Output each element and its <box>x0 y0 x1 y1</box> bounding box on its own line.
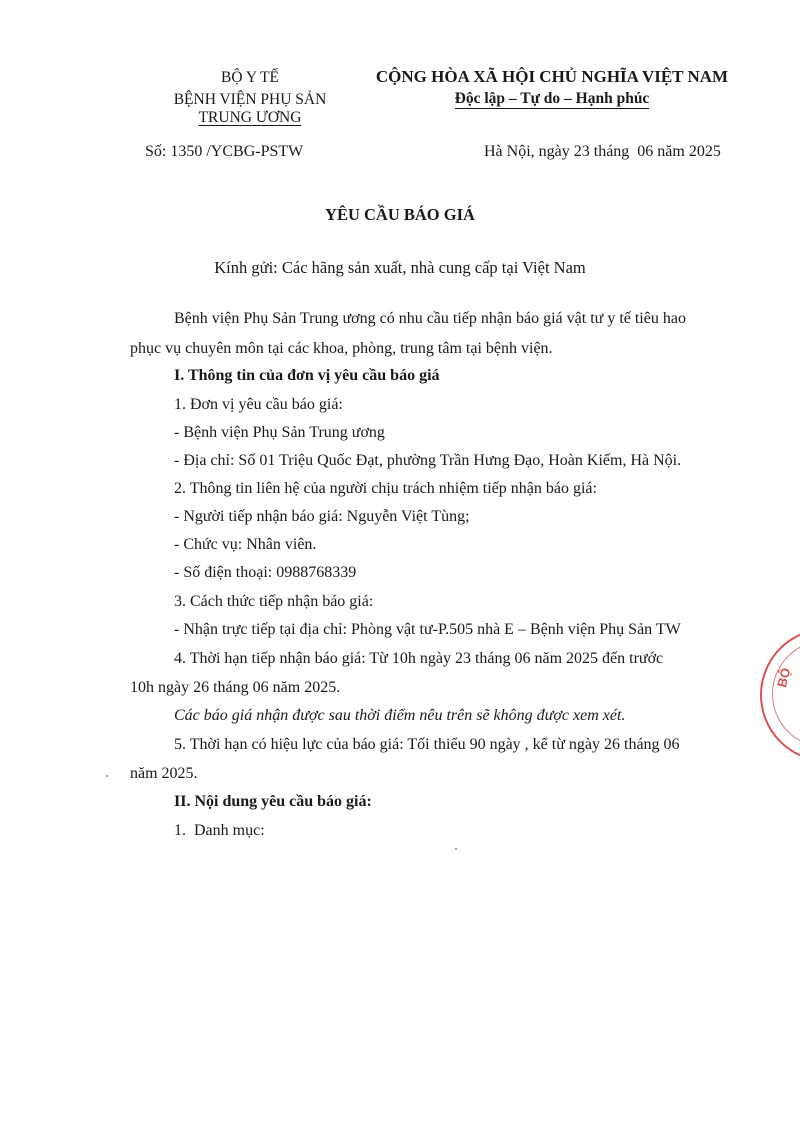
header-nation: CỘNG HÒA XÃ HỘI CHỦ NGHĨA VIỆT NAM <box>375 67 729 86</box>
section1-position: - Chức vụ: Nhân viên. <box>174 536 317 553</box>
section1-item5-line1: 5. Thời hạn có hiệu lực của báo giá: Tối thiểu 90 ngày , kể từ ngày 26 tháng 06 <box>174 736 680 753</box>
header-motto-text: Độc lập – Tự do – Hạnh phúc <box>454 90 650 107</box>
section1-address: - Địa chỉ: Số 01 Triệu Quốc Đạt, phường Trần Hưng Đạo, Hoàn Kiếm, Hà Nội. <box>174 452 682 469</box>
section1-item4-line2: 10h ngày 26 tháng 06 năm 2025. <box>130 679 341 696</box>
section1-receiver: - Người tiếp nhận báo giá: Nguyễn Việt Tùng; <box>174 508 470 525</box>
recipient: Kính gửi: Các hãng sản xuất, nhà cung cấp tại Việt Nam <box>214 258 586 277</box>
section1-phone: - Số điện thoại: 0988768339 <box>174 564 357 581</box>
section1-unit-name: - Bệnh viện Phụ Sản Trung ương <box>174 424 385 441</box>
section1-item1: 1. Đơn vị yêu cầu báo giá: <box>174 396 343 413</box>
place-date: Hà Nội, ngày 23 tháng 06 năm 2025 <box>484 143 721 160</box>
section1-method: - Nhận trực tiếp tại địa chỉ: Phòng vật tư-P.505 nhà E – Bệnh viện Phụ Sản TW <box>174 621 681 638</box>
header-hospital-line1: BỆNH VIỆN PHỤ SẢN <box>173 91 327 108</box>
official-stamp <box>760 628 800 762</box>
section1-heading: I. Thông tin của đơn vị yêu cầu báo giá <box>174 367 440 384</box>
section1-item2: 2. Thông tin liên hệ của người chịu trách nhiệm tiếp nhận báo giá: <box>174 480 597 497</box>
section2-heading: II. Nội dung yêu cầu báo giá: <box>174 793 372 810</box>
header-hospital-line2-text: TRUNG ƯƠNG <box>198 109 302 126</box>
section1-item4-line1: 4. Thời hạn tiếp nhận báo giá: Từ 10h ngày 23 tháng 06 năm 2025 đến trước <box>174 650 664 667</box>
section1-note: Các báo giá nhận được sau thời điểm nêu trên sẽ không được xem xét. <box>174 707 626 724</box>
scan-speck <box>106 775 108 777</box>
header-motto <box>352 90 752 108</box>
section2-item1: 1. Danh mục: <box>174 822 265 839</box>
intro-line2: phục vụ chuyên môn tại các khoa, phòng, trung tâm tại bệnh viện. <box>130 340 553 357</box>
section1-item3: 3. Cách thức tiếp nhận báo giá: <box>174 593 374 610</box>
scan-speck <box>455 848 457 850</box>
official-stamp-inner-ring <box>772 640 800 748</box>
page-title: YÊU CẦU BÁO GIÁ <box>325 205 475 224</box>
doc-number: Số: 1350 /YCBG-PSTW <box>145 143 304 160</box>
official-stamp-text: BỘ <box>773 666 794 689</box>
section1-item5-line2: năm 2025. <box>130 765 198 782</box>
header-hospital-line2 <box>130 107 370 128</box>
intro-line1: Bệnh viện Phụ Sản Trung ương có nhu cầu tiếp nhận báo giá vật tư y tế tiêu hao <box>174 310 686 327</box>
header-ministry: BỘ Y TẾ <box>221 69 279 86</box>
